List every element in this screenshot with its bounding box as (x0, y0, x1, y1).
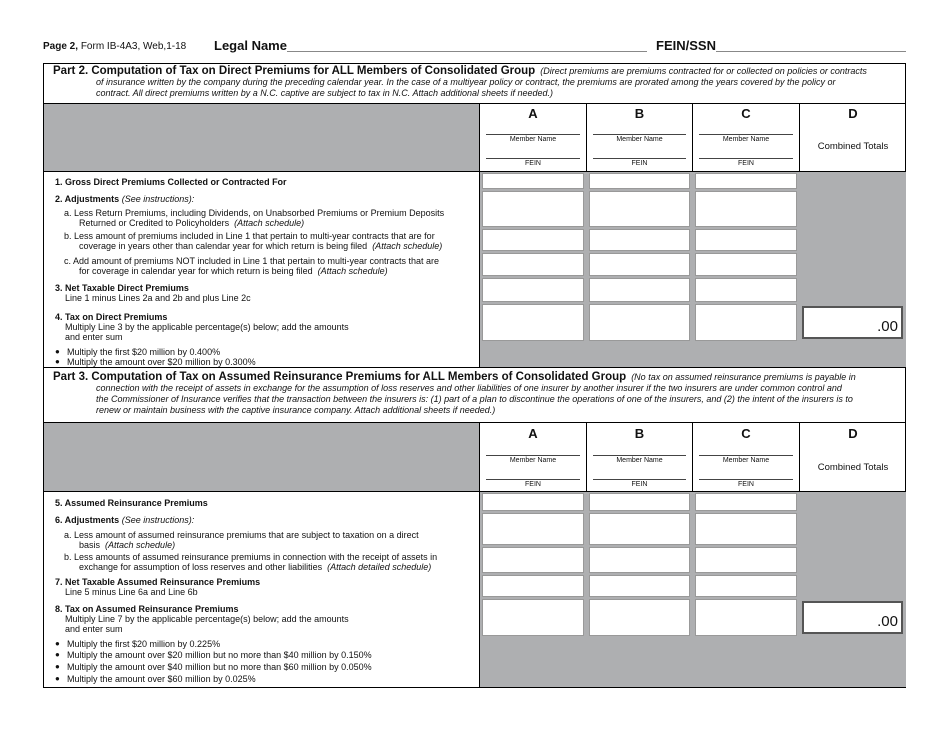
legal-name-label: Legal Name (214, 38, 287, 53)
column-b-heading: B (634, 106, 645, 121)
line2-label: 2. Adjustments (See instructions): (55, 194, 195, 204)
line6b-col-b[interactable] (589, 547, 690, 573)
part2-header-shade (44, 104, 479, 171)
line6a-col-c[interactable] (695, 513, 797, 545)
part2-rate-bullet-1: ● Multiply the first $20 million by 0.400% (67, 347, 220, 357)
combined-totals-label: Combined Totals (817, 462, 889, 473)
line2b-col-a[interactable] (482, 229, 584, 251)
member-name-field-c[interactable] (699, 455, 793, 456)
line4-col-b[interactable] (589, 304, 690, 341)
fein-label: FEIN (738, 160, 754, 167)
line8-col-c[interactable] (695, 599, 797, 636)
column-c-heading: C (741, 106, 751, 121)
column-d-heading: D (848, 106, 858, 121)
part3-rate-bullet-1: ● Multiply the first $20 million by 0.225% (67, 639, 220, 649)
member-name-field-a[interactable] (486, 134, 580, 135)
fein-ssn-label: FEIN/SSN (656, 38, 716, 53)
line2c-col-a[interactable] (482, 253, 584, 276)
line2b-col-c[interactable] (695, 229, 797, 251)
line3-col-c[interactable] (695, 278, 797, 302)
line6a-col-a[interactable] (482, 513, 584, 545)
line2a-col-c[interactable] (695, 191, 797, 227)
line2a-label: a. Less Return Premiums, including Dividends, on Unabsorbed Premiums or Premium Deposits Returned or Credited to Policyholders (Attach schedule) (64, 208, 445, 228)
line6b-label: b. Less amounts of assumed reinsurance premiums in connection with the receipt of assets in exchange for assumption of loss reserves and other liabilities (Attach detailed schedule) (64, 552, 438, 572)
column-d-heading: D (848, 426, 858, 441)
fein-label: FEIN (525, 481, 541, 488)
member-name-field-b[interactable] (593, 134, 686, 135)
fein-field-b[interactable] (593, 479, 686, 480)
line8-col-a[interactable] (482, 599, 584, 636)
member-name-label: Member Name (616, 136, 663, 143)
member-name-label: Member Name (722, 136, 770, 143)
line7-col-b[interactable] (589, 575, 690, 597)
divider (43, 367, 906, 368)
part3-total-field[interactable]: .00 (802, 601, 903, 634)
combined-totals-label: Combined Totals (817, 141, 889, 152)
line3-col-a[interactable] (482, 278, 584, 302)
line2c-col-c[interactable] (695, 253, 797, 276)
part3-rate-bullet-4: ● Multiply the amount over $60 million by 0.025% (67, 674, 256, 684)
line5-col-b[interactable] (589, 493, 690, 511)
line1-label: 1. Gross Direct Premiums Collected or Contracted For (55, 177, 287, 187)
member-name-field-a[interactable] (486, 455, 580, 456)
page-header-label: Page 2, Form IB-4A3, Web,1-18 (43, 41, 187, 52)
part2-total-field[interactable]: .00 (802, 306, 903, 339)
column-a-heading: A (528, 106, 538, 121)
line2a-col-b[interactable] (589, 191, 690, 227)
line5-col-a[interactable] (482, 493, 584, 511)
line3-col-b[interactable] (589, 278, 690, 302)
part3-intro: Part 3. Computation of Tax on Assumed Reinsurance Premiums for ALL Members of Consolidated Group (No tax on assumed reinsurance premiums is payable in connection with the receipt of assets in exchange for the assumption of loss reserves and other liabilities of one insurer by another insurer if the two insurers are under common control and the Commissioner of Insurance verifies that the transaction between the insurers is: (1) part of a plan to discontinue the operations of one of the insurers, and (2) the intent of the insurers is to renew or maintain business with the captive insurance company. Attach additional sheets if needed.) (53, 371, 856, 415)
line2c-col-b[interactable] (589, 253, 690, 276)
line7-col-a[interactable] (482, 575, 584, 597)
line2b-label: b. Less amount of premiums included in Line 1 that pertain to multi-year contracts that are for coverage in years other than calendar year for which return is being filed (Attach schedule) (64, 231, 443, 251)
line7-label: 7. Net Taxable Assumed Reinsurance Premiums Line 5 minus Line 6a and Line 6b (55, 577, 261, 597)
fein-ssn-field[interactable] (716, 51, 906, 52)
fein-field-c[interactable] (699, 158, 793, 159)
line4-col-c[interactable] (695, 304, 797, 341)
column-c-heading: C (741, 426, 751, 441)
line6a-label: a. Less amount of assumed reinsurance premiums that are subject to taxation on a direct basis (Attach schedule) (64, 530, 419, 550)
line2b-col-b[interactable] (589, 229, 690, 251)
line8-col-b[interactable] (589, 599, 690, 636)
line1-col-c[interactable] (695, 173, 797, 189)
line1-col-a[interactable] (482, 173, 584, 189)
line6a-col-b[interactable] (589, 513, 690, 545)
fein-field-b[interactable] (593, 158, 686, 159)
fein-label: FEIN (738, 481, 754, 488)
line6-label: 6. Adjustments (See instructions): (55, 515, 195, 525)
member-name-label: Member Name (722, 457, 770, 464)
line5-col-c[interactable] (695, 493, 797, 511)
line3-label: 3. Net Taxable Direct Premiums Line 1 minus Lines 2a and 2b and plus Line 2c (55, 283, 251, 303)
line4-label: 4. Tax on Direct Premiums Multiply Line 3 by the applicable percentage(s) below; add the amounts and enter sum (55, 312, 349, 342)
fein-field-a[interactable] (486, 158, 580, 159)
part3-header-shade (44, 423, 479, 491)
member-name-field-b[interactable] (593, 455, 686, 456)
line1-col-b[interactable] (589, 173, 690, 189)
line7-col-c[interactable] (695, 575, 797, 597)
part2-rate-bullet-2: ● Multiply the amount over $20 million by 0.300% (67, 357, 256, 367)
line2c-label: c. Add amount of premiums NOT included in Line 1 that pertain to multi-year contracts that are for coverage in calendar year for which return is being filed (Attach schedule) (64, 256, 440, 276)
line8-label: 8. Tax on Assumed Reinsurance Premiums Multiply Line 7 by the applicable percentage(s) below; add the amounts and enter sum (55, 604, 349, 634)
line5-label: 5. Assumed Reinsurance Premiums (55, 498, 208, 508)
fein-label: FEIN (631, 160, 648, 167)
member-name-field-c[interactable] (699, 134, 793, 135)
line6b-col-a[interactable] (482, 547, 584, 573)
line2a-col-a[interactable] (482, 191, 584, 227)
legal-name-field[interactable] (287, 51, 647, 52)
part3-rate-bullet-3: ● Multiply the amount over $40 million but no more than $60 million by 0.050% (67, 662, 372, 672)
part3-rate-bullet-2: ● Multiply the amount over $20 million but no more than $40 million by 0.150% (67, 650, 372, 660)
part2-intro: Part 2. Computation of Tax on Direct Premiums for ALL Members of Consolidated Group (Direct premiums are premiums contracted for or collected on policies or contracts of insurance written by the company during the preceding calendar year. In the case of a multiyear policy or contract, the premiums are prorated among the years covered by the policy or contract. All direct premiums written by a N.C. captive are subject to tax in N.C. Attach additional sheets if needed.) (53, 65, 867, 98)
fein-label: FEIN (525, 160, 541, 167)
fein-field-a[interactable] (486, 479, 580, 480)
column-a-heading: A (528, 426, 538, 441)
line4-col-a[interactable] (482, 304, 584, 341)
member-name-label: Member Name (616, 457, 663, 464)
fein-label: FEIN (631, 481, 648, 488)
fein-field-c[interactable] (699, 479, 793, 480)
member-name-label: Member Name (509, 136, 557, 143)
column-b-heading: B (634, 426, 645, 441)
member-name-label: Member Name (509, 457, 557, 464)
line6b-col-c[interactable] (695, 547, 797, 573)
